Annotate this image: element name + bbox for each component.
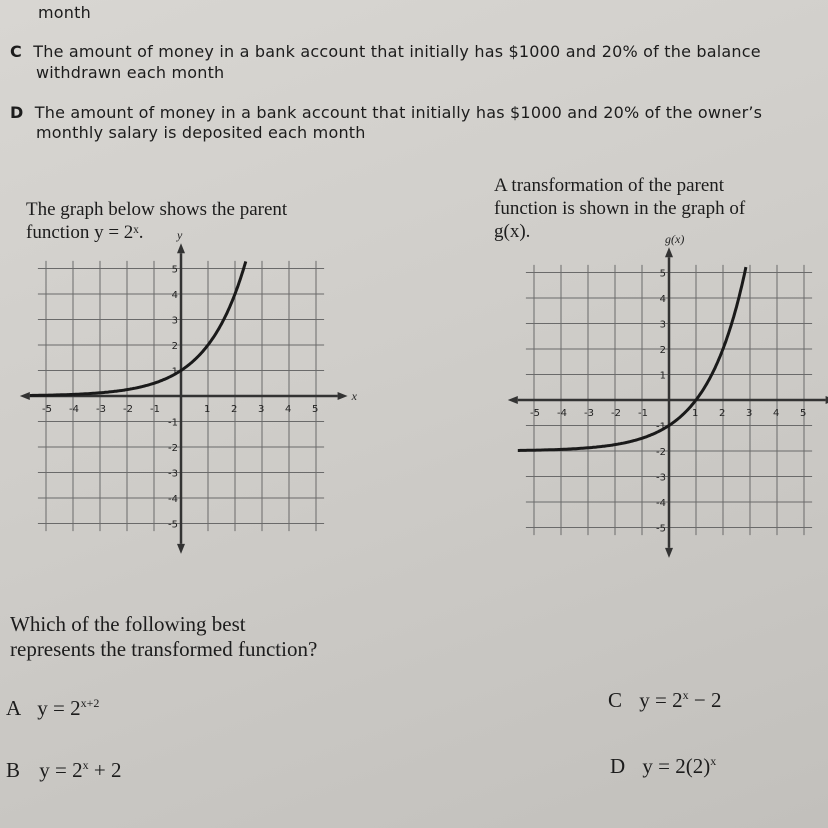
right-caption-line1: A transformation of the parent [494, 175, 725, 196]
x-tick-label: 2 [231, 404, 238, 415]
x-tick-label: -5 [530, 408, 540, 419]
answer-a-exp: x+2 [80, 696, 100, 710]
answer-c[interactable] [608, 688, 721, 713]
x-tick-label: 1 [204, 404, 211, 415]
answer-b[interactable] [6, 758, 121, 783]
y-axis-label: y [177, 228, 183, 243]
y-tick-label: 2 [659, 345, 666, 356]
y-tick-label: -4 [656, 498, 666, 509]
option-c-letter: C [10, 42, 22, 61]
question-line1: Which of the following best [10, 612, 246, 636]
option-d-text: The amount of money in a bank account that initially has $1000 and 20% of the owner’s [34, 103, 763, 122]
x-tick-label: 5 [800, 408, 807, 419]
left-caption-line1: The graph below shows the parent [26, 199, 288, 220]
y-tick-label: -1 [168, 417, 178, 429]
y-tick-label: -5 [656, 523, 666, 535]
right-caption-line2: function is shown in the graph of [494, 198, 746, 219]
top-fragment: month [38, 3, 91, 22]
x-tick-label: 5 [312, 404, 319, 415]
y-tick-label: -5 [168, 519, 178, 531]
x-tick-label: -4 [69, 404, 79, 415]
option-c-text: The amount of money in a bank account that initially has $1000 and 20% of the balance [33, 42, 761, 61]
y-tick-label: -1 [656, 421, 666, 433]
y-tick-label: -4 [168, 494, 178, 505]
x-tick-label: -3 [584, 408, 594, 419]
y-tick-label: 3 [171, 315, 178, 327]
answer-b-tail: + 2 [88, 758, 122, 782]
question-line2: represents the transformed function? [10, 637, 318, 661]
x-tick-label: -5 [42, 404, 52, 415]
x-tick-label: 3 [258, 404, 265, 415]
answer-a-letter: A [6, 696, 21, 720]
answer-a[interactable] [6, 696, 99, 721]
answer-b-letter: B [6, 758, 21, 782]
y-tick-label: -3 [168, 468, 178, 480]
x-tick-label: -3 [96, 404, 106, 415]
y-tick-label: 1 [659, 370, 666, 382]
x-tick-label: -4 [557, 408, 567, 419]
x-tick-label: -1 [638, 408, 648, 419]
answer-d[interactable] [610, 754, 716, 779]
y-tick-label: -2 [656, 447, 666, 458]
x-tick-label: -2 [123, 404, 133, 415]
answer-c-letter: C [608, 688, 623, 712]
question [10, 612, 317, 662]
right-caption-line3: g(x). [494, 221, 531, 242]
y-tick-label: 1 [171, 366, 178, 378]
x-axis-label: x [351, 389, 357, 403]
answer-d-base: y = 2(2) [642, 754, 711, 778]
x-tick-label: -1 [150, 404, 160, 415]
answer-d-letter: D [610, 754, 626, 778]
y-tick-label: 5 [659, 268, 666, 280]
y-tick-label: 4 [659, 294, 666, 305]
y-tick-label: -3 [656, 472, 666, 484]
option-d-letter: D [10, 103, 24, 122]
answer-b-base: y = 2 [39, 758, 83, 782]
x-tick-label: -2 [611, 408, 621, 419]
x-tick-label: 4 [285, 404, 292, 415]
y-tick-label: 4 [171, 290, 178, 301]
x-tick-label: 2 [719, 408, 726, 419]
y-axis-arrow-bottom [665, 548, 673, 558]
x-tick-label: 4 [773, 408, 780, 419]
answer-d-exp: x [710, 754, 717, 768]
y-tick-label: 3 [659, 319, 666, 331]
answer-c-tail: − 2 [688, 688, 722, 712]
answer-b-exp: x [82, 758, 89, 772]
y-tick-label: -2 [168, 443, 178, 454]
x-axis-arrow-left [508, 396, 518, 404]
y-axis-arrow [665, 247, 673, 257]
y-axis-label: g(x) [665, 232, 685, 247]
option-c-line2: withdrawn each month [36, 63, 225, 82]
x-tick-label: 1 [692, 408, 699, 419]
left-caption-line2: function y = 2ˣ. [26, 222, 144, 243]
y-tick-label: 5 [171, 264, 178, 276]
function-curve [518, 267, 746, 450]
x-tick-label: 3 [746, 408, 753, 419]
answer-c-exp: x [682, 688, 689, 702]
option-d-line2: monthly salary is deposited each month [36, 123, 366, 142]
answer-c-base: y = 2 [639, 688, 683, 712]
y-tick-label: 2 [171, 341, 178, 352]
answer-a-base: y = 2 [37, 696, 81, 720]
